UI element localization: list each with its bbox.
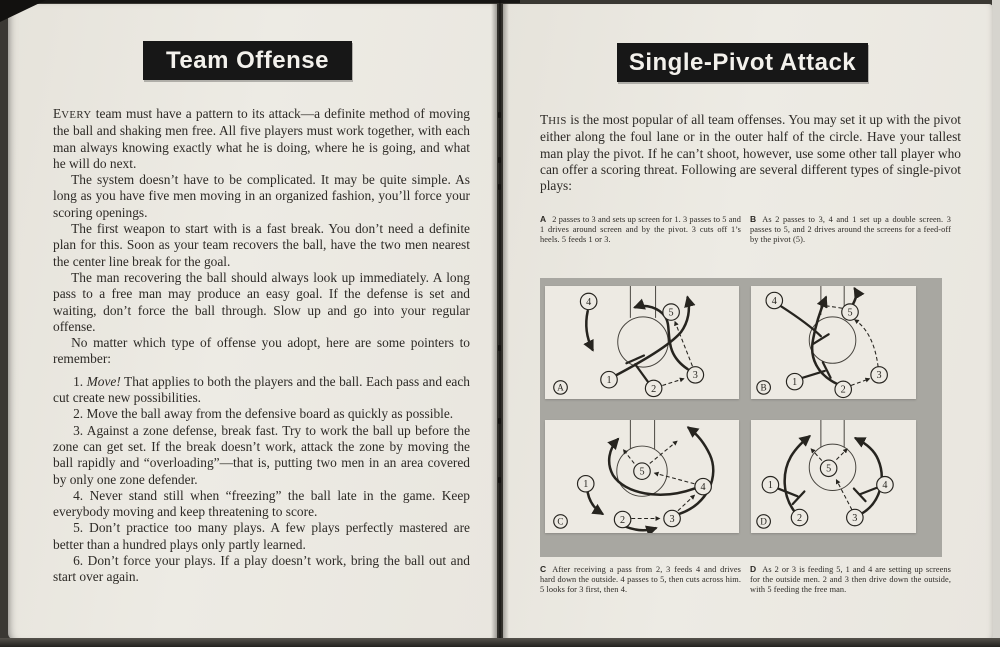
- diagram-letter-badge: [554, 381, 568, 395]
- svg-text:3: 3: [876, 370, 882, 382]
- movement-arrows: [588, 428, 714, 530]
- play-letter-c: C: [540, 564, 547, 574]
- svg-text:5: 5: [847, 307, 853, 319]
- svg-text:3: 3: [852, 512, 858, 524]
- diagram-panel: [540, 278, 942, 557]
- svg-text:5: 5: [668, 307, 674, 319]
- svg-text:4: 4: [700, 482, 706, 494]
- play-diagram-b: [751, 286, 916, 399]
- play-diagram-c: [545, 420, 739, 533]
- movement-arrows: [781, 289, 856, 385]
- intro-paragraph: THIS is the most popular of all team offenses. You may set it up with the pivot either along the foul lane or in the outer half of the circle. Have your tallest man play the pivot. If he can’t shoot, however, use some other tall player who can offer a scoring threat. Following are several different types of single-pivot plays:: [540, 112, 961, 194]
- svg-text:5: 5: [639, 466, 645, 478]
- pointers-list: [53, 374, 470, 586]
- svg-text:2: 2: [796, 512, 803, 524]
- svg-text:2: 2: [651, 383, 657, 395]
- pointer-item-6: 6. Don’t force your plays. If a play doesn’t work, bring the ball out and start over again.: [53, 553, 470, 585]
- binding-stitch: [498, 112, 501, 118]
- pointer-item-1: 1. Move! That applies to both the players and the ball. Each pass and each cut create new possibilities.: [53, 373, 470, 406]
- title-banner-single-pivot-attack: Single-Pivot Attack: [617, 43, 868, 82]
- svg-text:3: 3: [692, 370, 698, 382]
- binding-stitch: [498, 418, 501, 424]
- svg-text:4: 4: [586, 296, 592, 308]
- lead-small-caps: HIS: [548, 115, 567, 127]
- play-diagram-d: [751, 420, 916, 533]
- binding-gutter-shadow: [491, 0, 509, 647]
- play-letter-d: D: [750, 564, 757, 574]
- paragraph-4: The man recovering the ball should always look up immediately. A long pass to a free man may produce an easy goal. If the defense is set and waiting, don’t force the ball through. Slow up and go into your regular offense.: [53, 269, 470, 334]
- lead-capital: T: [540, 112, 549, 127]
- pointer-item-4: 4. Never stand still when “freezing” the ball late in the game. Keep everybody moving and keep threatening to score.: [53, 487, 470, 520]
- play-letter-a: A: [540, 214, 547, 224]
- svg-text:3: 3: [669, 513, 675, 525]
- court-diagram-c: [545, 420, 739, 533]
- binding-stitch: [498, 345, 501, 351]
- right-page-intro: [540, 112, 961, 194]
- pointer-item-2: 2. Move the ball away from the defensive board as quickly as possible.: [73, 406, 454, 422]
- svg-text:1: 1: [767, 480, 773, 492]
- court-diagram-b: [751, 286, 916, 399]
- court-diagram-d: [751, 420, 916, 533]
- paragraph-5: No matter which type of offense you adopt, here are some pointers to remember:: [53, 335, 470, 367]
- pointer-item-5: 5. Don’t practice too many plays. A few plays perfectly mastered are better than a hundred plays only partly learned.: [53, 520, 470, 552]
- pointer-item-3: 3. Against a zone defense, break fast. Try to work the ball up before the zone can get set. If the break doesn’t work, attack the zone by moving the ball rapidly and “overloading”—that is, putting two men in an area covered by only one zone defender.: [53, 422, 471, 487]
- svg-text:A: A: [557, 382, 564, 393]
- paragraph-1: EVERY team must have a pattern to its attack—a definite method of moving the ball and shaking men free. All five players must work together, with each man always knowing exactly what he is doing, where he is going, and what he will do next.: [53, 106, 470, 171]
- svg-text:D: D: [760, 516, 767, 527]
- pass-arrows: [811, 449, 852, 510]
- play-caption-b: B As 2 passes to 3, 4 and 1 set up a double screen. 3 passes to 5, and 2 drives around the screens for a feed-off by the pivot (5).: [750, 214, 951, 244]
- player-markers: [580, 293, 703, 396]
- page-top-edge: [0, 0, 520, 3]
- binding-stitch: [498, 184, 501, 190]
- foul-lane-and-circle: [809, 420, 856, 491]
- diagram-letter-badge: [554, 515, 568, 529]
- play-diagram-a: [545, 286, 739, 399]
- svg-text:2: 2: [620, 514, 626, 526]
- diagram-letter-badge: [757, 515, 771, 529]
- svg-text:4: 4: [882, 480, 888, 492]
- play-caption-a: A 2 passes to 3 and sets up screen for 1. 3 passes to 5 and 1 drives around screen and by the pivot. 3 cuts off 1’s heels. 5 feeds 1 or 3.: [540, 214, 741, 244]
- svg-text:5: 5: [826, 463, 832, 475]
- binding-stitch: [498, 477, 501, 483]
- binding-stitch: [498, 157, 501, 163]
- paragraph-2: The system doesn’t have to be complicated. It may be quite simple. As long as you have five men moving in an organized fashion, you’ll force your scoring openings.: [53, 172, 470, 220]
- svg-text:C: C: [557, 516, 564, 527]
- court-diagram-a: [545, 286, 739, 399]
- scanner-backdrop: [992, 0, 1000, 647]
- page-bottom-shadow: [0, 638, 1000, 647]
- svg-text:2: 2: [840, 384, 846, 396]
- svg-text:4: 4: [771, 295, 777, 307]
- diagram-letter-badge: [757, 381, 771, 395]
- svg-text:1: 1: [606, 375, 612, 387]
- svg-text:1: 1: [792, 377, 798, 388]
- play-caption-d: D As 2 or 3 is feeding 5, 1 and 4 are setting up screens for the outside men. 2 and 3 then drive down the outside, with 5 feeding the free man.: [750, 564, 951, 594]
- lead-small-caps: VERY: [61, 109, 92, 121]
- player-markers: [762, 460, 893, 526]
- paragraph-3: The first weapon to start with is a fast break. You don’t need a definite plan for this. Soon as your team recovers the ball, have the two men nearest the center line break for the goal.: [53, 221, 470, 269]
- title-banner-team-offense: Team Offense: [143, 41, 352, 80]
- lead-capital: E: [53, 106, 62, 121]
- play-caption-c: C After receiving a pass from 2, 3 feeds 4 and drives hard down the outside. 4 passes to 5, then cuts across him. 5 looks for 3 first, then 4.: [540, 564, 741, 594]
- svg-text:B: B: [760, 382, 767, 393]
- left-page-body: [53, 106, 470, 586]
- play-letter-b: B: [750, 214, 757, 224]
- scan-corner-wedge: [0, 0, 46, 22]
- svg-text:1: 1: [583, 479, 589, 491]
